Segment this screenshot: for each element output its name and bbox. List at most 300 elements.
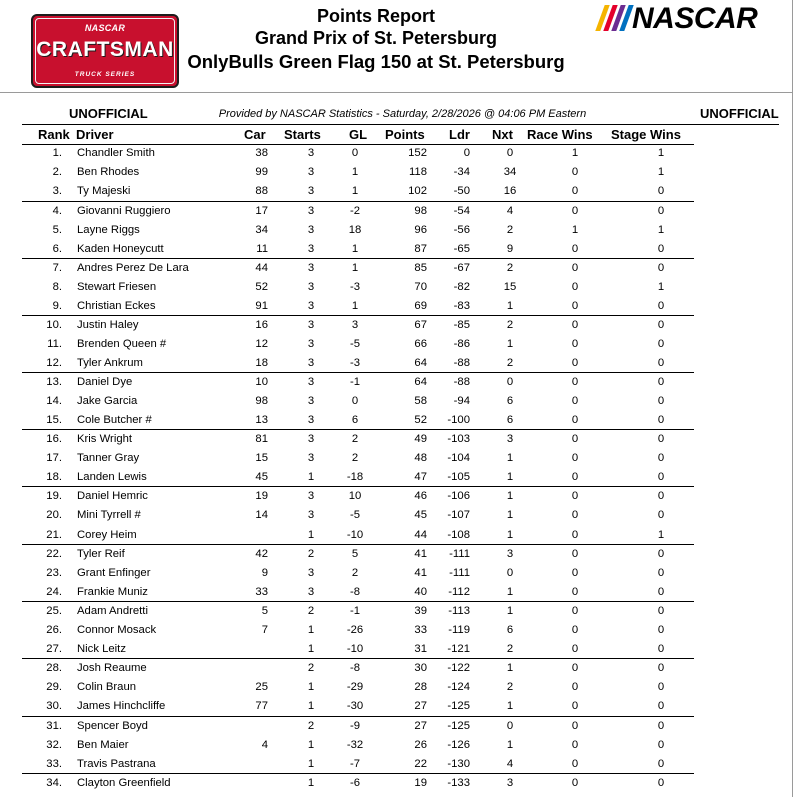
cell-starts: 3 bbox=[307, 262, 315, 274]
cell-stage-wins: 0 bbox=[657, 338, 665, 350]
cell-gl: 2 bbox=[351, 433, 359, 445]
cell-points: 102 bbox=[408, 185, 427, 197]
cell-points: 41 bbox=[414, 548, 427, 560]
cell-car: 15 bbox=[255, 452, 268, 464]
cell-rank: 31. bbox=[46, 720, 62, 732]
cell-driver: Layne Riggs bbox=[77, 224, 140, 236]
cell-stage-wins: 0 bbox=[657, 700, 665, 712]
cell-driver: Kris Wright bbox=[77, 433, 133, 445]
cell-stage-wins: 0 bbox=[657, 185, 665, 197]
cell-car: 98 bbox=[255, 395, 268, 407]
cell-driver: Jake Garcia bbox=[77, 395, 138, 407]
cell-gl: -1 bbox=[349, 605, 361, 617]
cell-points: 67 bbox=[414, 319, 427, 331]
cell-stage-wins: 0 bbox=[657, 243, 665, 255]
cell-rank: 10. bbox=[46, 319, 62, 331]
cell-points: 19 bbox=[414, 777, 427, 789]
table-row bbox=[0, 431, 792, 450]
cell-points: 28 bbox=[414, 681, 427, 693]
event-name: Grand Prix of St. Petersburg bbox=[254, 28, 498, 48]
cell-starts: 2 bbox=[307, 548, 315, 560]
table-row bbox=[0, 718, 792, 737]
cell-car: 25 bbox=[255, 681, 268, 693]
cell-points: 85 bbox=[414, 262, 427, 274]
table-row bbox=[0, 660, 792, 679]
cell-gl: 1 bbox=[351, 262, 359, 274]
cell-rank: 3. bbox=[52, 185, 62, 197]
cell-car: 4 bbox=[261, 739, 268, 751]
cell-rank: 16. bbox=[46, 433, 62, 445]
table-row bbox=[0, 336, 792, 355]
group-divider bbox=[22, 201, 694, 202]
cell-points: 39 bbox=[414, 605, 427, 617]
cell-stage-wins: 0 bbox=[657, 758, 665, 770]
cell-race-wins: 0 bbox=[571, 662, 579, 674]
cell-gl: -26 bbox=[346, 624, 364, 636]
cell-starts: 3 bbox=[307, 281, 315, 293]
col-header-ldr: Ldr bbox=[449, 127, 470, 142]
cell-starts: 3 bbox=[307, 586, 315, 598]
cell-car: 7 bbox=[261, 624, 268, 636]
table-row bbox=[0, 679, 792, 698]
cell-nxt: 0 bbox=[506, 567, 514, 579]
cell-nxt: 4 bbox=[506, 205, 514, 217]
cell-starts: 1 bbox=[307, 624, 315, 636]
cell-rank: 15. bbox=[46, 414, 62, 426]
group-divider bbox=[22, 258, 694, 259]
cell-race-wins: 1 bbox=[571, 224, 579, 236]
cell-points: 46 bbox=[414, 490, 427, 502]
cell-ldr: -67 bbox=[453, 262, 470, 274]
cell-ldr: -103 bbox=[447, 433, 470, 445]
cell-rank: 4. bbox=[52, 205, 62, 217]
cell-nxt: 0 bbox=[506, 720, 514, 732]
cell-nxt: 1 bbox=[506, 490, 514, 502]
cell-race-wins: 0 bbox=[571, 758, 579, 770]
cell-starts: 3 bbox=[307, 490, 315, 502]
cell-starts: 3 bbox=[307, 414, 315, 426]
group-divider bbox=[22, 601, 694, 602]
cell-stage-wins: 0 bbox=[657, 662, 665, 674]
cell-starts: 1 bbox=[307, 681, 315, 693]
cell-gl: -30 bbox=[346, 700, 364, 712]
cell-driver: Grant Enfinger bbox=[77, 567, 151, 579]
cell-stage-wins: 0 bbox=[657, 624, 665, 636]
cell-race-wins: 0 bbox=[571, 338, 579, 350]
page-edge bbox=[792, 0, 793, 797]
cell-driver: Josh Reaume bbox=[77, 662, 147, 674]
cell-ldr: -106 bbox=[447, 490, 470, 502]
cell-gl: 18 bbox=[348, 224, 362, 236]
cell-starts: 3 bbox=[307, 243, 315, 255]
group-divider bbox=[22, 315, 694, 316]
cell-stage-wins: 0 bbox=[657, 357, 665, 369]
report-title-block bbox=[186, 5, 566, 73]
table-top-rule bbox=[22, 124, 779, 125]
cell-gl: 6 bbox=[351, 414, 359, 426]
cell-points: 118 bbox=[408, 166, 427, 178]
cell-ldr: -126 bbox=[447, 739, 470, 751]
cell-points: 64 bbox=[414, 376, 427, 388]
cell-starts: 2 bbox=[307, 662, 315, 674]
cell-race-wins: 0 bbox=[571, 739, 579, 751]
cell-rank: 34. bbox=[46, 777, 62, 789]
cell-stage-wins: 0 bbox=[657, 777, 665, 789]
cell-race-wins: 0 bbox=[571, 357, 579, 369]
cell-ldr: -94 bbox=[453, 395, 470, 407]
cell-gl: -8 bbox=[349, 662, 361, 674]
cell-driver: Colin Braun bbox=[77, 681, 137, 693]
cell-stage-wins: 0 bbox=[657, 205, 665, 217]
table-row bbox=[0, 698, 792, 717]
cell-starts: 1 bbox=[307, 700, 315, 712]
cell-starts: 1 bbox=[307, 643, 315, 655]
cell-driver: Brenden Queen # bbox=[77, 338, 167, 350]
cell-driver: Justin Haley bbox=[77, 319, 139, 331]
cell-rank: 13. bbox=[46, 376, 62, 388]
cell-stage-wins: 0 bbox=[657, 471, 665, 483]
table-row bbox=[0, 603, 792, 622]
cell-race-wins: 0 bbox=[571, 490, 579, 502]
cell-points: 40 bbox=[414, 586, 427, 598]
cell-ldr: -130 bbox=[447, 758, 470, 770]
table-row bbox=[0, 507, 792, 526]
group-divider bbox=[22, 658, 694, 659]
cell-points: 87 bbox=[414, 243, 427, 255]
cell-car: 44 bbox=[255, 262, 268, 274]
cell-starts: 3 bbox=[307, 357, 315, 369]
cell-race-wins: 0 bbox=[571, 414, 579, 426]
cell-ldr: -113 bbox=[448, 605, 470, 617]
table-row bbox=[0, 622, 792, 641]
cell-gl: -29 bbox=[346, 681, 364, 693]
race-name: OnlyBulls Green Flag 150 at St. Petersburg bbox=[187, 51, 565, 72]
cell-rank: 29. bbox=[46, 681, 62, 693]
cell-nxt: 0 bbox=[506, 376, 514, 388]
unofficial-label-left: UNOFFICIAL bbox=[69, 106, 148, 121]
cell-stage-wins: 1 bbox=[657, 281, 665, 293]
cell-starts: 3 bbox=[307, 433, 315, 445]
cell-points: 152 bbox=[408, 147, 427, 159]
cell-gl: -10 bbox=[346, 643, 364, 655]
cell-starts: 3 bbox=[307, 224, 315, 236]
cell-nxt: 34 bbox=[503, 166, 517, 178]
cell-race-wins: 0 bbox=[571, 567, 579, 579]
cell-stage-wins: 1 bbox=[657, 147, 665, 159]
cell-stage-wins: 0 bbox=[657, 490, 665, 502]
cell-ldr: -108 bbox=[447, 529, 470, 541]
cell-race-wins: 0 bbox=[571, 433, 579, 445]
cell-car: 19 bbox=[255, 490, 268, 502]
cell-driver: Christian Eckes bbox=[77, 300, 156, 312]
cell-car: 34 bbox=[255, 224, 268, 236]
table-row bbox=[0, 737, 792, 756]
cell-points: 48 bbox=[414, 452, 427, 464]
cell-gl: -10 bbox=[346, 529, 364, 541]
cell-rank: 24. bbox=[46, 586, 62, 598]
cell-starts: 1 bbox=[307, 471, 315, 483]
cell-ldr: -83 bbox=[453, 300, 470, 312]
unofficial-label-right: UNOFFICIAL bbox=[700, 106, 779, 121]
cell-race-wins: 0 bbox=[571, 319, 579, 331]
cell-rank: 19. bbox=[46, 490, 62, 502]
cell-nxt: 3 bbox=[506, 777, 514, 789]
cell-car: 33 bbox=[255, 586, 268, 598]
cell-driver: Daniel Dye bbox=[77, 376, 133, 388]
cell-points: 66 bbox=[414, 338, 427, 350]
cell-stage-wins: 0 bbox=[657, 605, 665, 617]
cell-car: 9 bbox=[261, 567, 268, 579]
cell-race-wins: 0 bbox=[571, 643, 579, 655]
cell-gl: 10 bbox=[348, 490, 362, 502]
table-row bbox=[0, 183, 792, 202]
cell-race-wins: 0 bbox=[571, 720, 579, 732]
cell-gl: 1 bbox=[351, 300, 359, 312]
cell-car: 77 bbox=[255, 700, 268, 712]
cell-gl: -3 bbox=[349, 281, 361, 293]
cell-stage-wins: 0 bbox=[657, 720, 665, 732]
cell-car: 18 bbox=[255, 357, 268, 369]
cell-gl: 1 bbox=[351, 185, 359, 197]
cell-nxt: 2 bbox=[506, 224, 514, 236]
cell-car: 99 bbox=[255, 166, 268, 178]
cell-nxt: 2 bbox=[506, 319, 514, 331]
cell-car: 14 bbox=[255, 509, 268, 521]
cell-gl: -5 bbox=[349, 509, 361, 521]
cell-nxt: 2 bbox=[506, 357, 514, 369]
col-header-car: Car bbox=[244, 127, 266, 142]
cell-nxt: 16 bbox=[503, 185, 517, 197]
cell-nxt: 1 bbox=[506, 700, 514, 712]
cell-starts: 3 bbox=[307, 300, 315, 312]
cell-rank: 27. bbox=[46, 643, 62, 655]
cell-ldr: -56 bbox=[453, 224, 470, 236]
cell-rank: 26. bbox=[46, 624, 62, 636]
table-row bbox=[0, 546, 792, 565]
cell-gl: -1 bbox=[349, 376, 361, 388]
cell-ldr: -111 bbox=[449, 548, 470, 560]
group-divider bbox=[22, 773, 694, 774]
cell-starts: 2 bbox=[307, 605, 315, 617]
cell-rank: 8. bbox=[52, 281, 62, 293]
cell-driver: Frankie Muniz bbox=[77, 586, 148, 598]
cell-starts: 3 bbox=[307, 319, 315, 331]
cell-gl: 2 bbox=[351, 567, 359, 579]
cell-stage-wins: 0 bbox=[657, 509, 665, 521]
cell-ldr: -125 bbox=[447, 700, 470, 712]
cell-driver: Ben Maier bbox=[77, 739, 129, 751]
table-row bbox=[0, 488, 792, 507]
cell-driver: Chandler Smith bbox=[77, 147, 155, 159]
cell-starts: 3 bbox=[307, 395, 315, 407]
cell-ldr: -88 bbox=[453, 376, 470, 388]
cell-driver: Tanner Gray bbox=[77, 452, 140, 464]
cell-gl: -5 bbox=[349, 338, 361, 350]
cell-ldr: -121 bbox=[447, 643, 470, 655]
cell-rank: 6. bbox=[52, 243, 62, 255]
cell-gl: 3 bbox=[351, 319, 359, 331]
cell-ldr: -88 bbox=[453, 357, 470, 369]
table-row bbox=[0, 374, 792, 393]
cell-car: 5 bbox=[261, 605, 268, 617]
cell-stage-wins: 1 bbox=[657, 224, 665, 236]
cell-driver: Adam Andretti bbox=[77, 605, 148, 617]
report-title: Points Report bbox=[316, 6, 435, 26]
cell-race-wins: 0 bbox=[571, 681, 579, 693]
cell-car: 81 bbox=[255, 433, 268, 445]
table-row bbox=[0, 775, 792, 794]
cell-driver: Mini Tyrrell # bbox=[77, 509, 141, 521]
col-header-nxt: Nxt bbox=[492, 127, 513, 142]
cell-rank: 18. bbox=[46, 471, 62, 483]
cell-gl: 0 bbox=[351, 147, 359, 159]
cell-gl: 2 bbox=[351, 452, 359, 464]
cell-points: 27 bbox=[414, 720, 427, 732]
cell-points: 31 bbox=[414, 643, 427, 655]
cell-stage-wins: 0 bbox=[657, 262, 665, 274]
cell-points: 33 bbox=[414, 624, 427, 636]
cell-starts: 3 bbox=[307, 452, 315, 464]
cell-points: 30 bbox=[414, 662, 427, 674]
cell-car: 42 bbox=[255, 548, 268, 560]
cell-rank: 1. bbox=[52, 147, 62, 159]
cell-gl: -18 bbox=[346, 471, 364, 483]
group-divider bbox=[22, 372, 694, 373]
cell-car: 38 bbox=[255, 147, 268, 159]
cell-ldr: -104 bbox=[447, 452, 470, 464]
cell-points: 27 bbox=[414, 700, 427, 712]
cell-stage-wins: 0 bbox=[657, 300, 665, 312]
table-row bbox=[0, 565, 792, 584]
cell-race-wins: 0 bbox=[571, 700, 579, 712]
cell-stage-wins: 0 bbox=[657, 319, 665, 331]
cell-rank: 23. bbox=[46, 567, 62, 579]
cell-car: 17 bbox=[255, 205, 268, 217]
cell-gl: -7 bbox=[349, 758, 361, 770]
cell-driver: Landen Lewis bbox=[77, 471, 147, 483]
cell-nxt: 4 bbox=[506, 758, 514, 770]
cell-stage-wins: 0 bbox=[657, 548, 665, 560]
cell-starts: 3 bbox=[307, 376, 315, 388]
provided-by-text: Provided by NASCAR Statistics - Saturday, 2/28/2026 @ 04:06 PM Eastern bbox=[218, 108, 587, 120]
cell-nxt: 0 bbox=[506, 147, 514, 159]
cell-race-wins: 0 bbox=[571, 185, 579, 197]
cell-starts: 3 bbox=[307, 338, 315, 350]
cell-ldr: -50 bbox=[453, 185, 470, 197]
cell-rank: 5. bbox=[52, 224, 62, 236]
table-row bbox=[0, 203, 792, 222]
cell-driver: Tyler Reif bbox=[77, 548, 125, 560]
cell-rank: 20. bbox=[46, 509, 62, 521]
table-row bbox=[0, 317, 792, 336]
cell-ldr: -82 bbox=[453, 281, 470, 293]
cell-driver: Stewart Friesen bbox=[77, 281, 157, 293]
cell-driver: Connor Mosack bbox=[77, 624, 157, 636]
cell-ldr: -86 bbox=[453, 338, 470, 350]
cell-starts: 2 bbox=[307, 720, 315, 732]
cell-race-wins: 0 bbox=[571, 281, 579, 293]
cell-rank: 7. bbox=[52, 262, 62, 274]
cell-stage-wins: 0 bbox=[657, 739, 665, 751]
cell-nxt: 15 bbox=[503, 281, 517, 293]
cell-points: 45 bbox=[414, 509, 427, 521]
cell-car: 12 bbox=[255, 338, 268, 350]
cell-stage-wins: 0 bbox=[657, 681, 665, 693]
logo-craftsman-text: CRAFTSMAN bbox=[36, 38, 174, 61]
table-row bbox=[0, 145, 792, 164]
cell-nxt: 1 bbox=[506, 338, 514, 350]
table-row bbox=[0, 222, 792, 241]
cell-car: 11 bbox=[256, 243, 268, 255]
cell-points: 26 bbox=[414, 739, 427, 751]
cell-gl: -6 bbox=[349, 777, 361, 789]
cell-nxt: 6 bbox=[506, 395, 514, 407]
cell-nxt: 1 bbox=[506, 605, 514, 617]
cell-race-wins: 0 bbox=[571, 395, 579, 407]
cell-nxt: 6 bbox=[506, 624, 514, 636]
col-header-starts: Starts bbox=[284, 127, 321, 142]
cell-nxt: 1 bbox=[506, 300, 514, 312]
cell-race-wins: 0 bbox=[571, 262, 579, 274]
cell-nxt: 2 bbox=[506, 681, 514, 693]
cell-driver: Travis Pastrana bbox=[77, 758, 156, 770]
craftsman-truck-series-logo bbox=[31, 14, 179, 88]
cell-race-wins: 0 bbox=[571, 605, 579, 617]
group-divider bbox=[22, 544, 694, 545]
cell-rank: 14. bbox=[46, 395, 62, 407]
cell-nxt: 1 bbox=[506, 529, 514, 541]
cell-stage-wins: 0 bbox=[657, 567, 665, 579]
cell-ldr: -122 bbox=[447, 662, 470, 674]
cell-race-wins: 0 bbox=[571, 509, 579, 521]
cell-car: 45 bbox=[255, 471, 268, 483]
cell-starts: 3 bbox=[307, 567, 315, 579]
cell-nxt: 2 bbox=[506, 262, 514, 274]
cell-rank: 12. bbox=[46, 357, 62, 369]
cell-starts: 3 bbox=[307, 166, 315, 178]
cell-nxt: 1 bbox=[506, 471, 514, 483]
cell-driver: Giovanni Ruggiero bbox=[77, 205, 171, 217]
cell-gl: 1 bbox=[351, 243, 359, 255]
cell-points: 47 bbox=[414, 471, 427, 483]
col-header-stage-wins: Stage Wins bbox=[611, 127, 681, 142]
col-header-race-wins: Race Wins bbox=[527, 127, 593, 142]
cell-ldr: -112 bbox=[448, 586, 470, 598]
cell-points: 96 bbox=[414, 224, 427, 236]
cell-starts: 3 bbox=[307, 509, 315, 521]
table-row bbox=[0, 393, 792, 412]
cell-race-wins: 0 bbox=[571, 452, 579, 464]
cell-points: 64 bbox=[414, 357, 427, 369]
cell-stage-wins: 0 bbox=[657, 414, 665, 426]
cell-rank: 17. bbox=[46, 452, 62, 464]
cell-stage-wins: 1 bbox=[657, 166, 665, 178]
cell-stage-wins: 0 bbox=[657, 433, 665, 445]
cell-ldr: -124 bbox=[447, 681, 470, 693]
table-row bbox=[0, 260, 792, 279]
cell-ldr: -107 bbox=[447, 509, 470, 521]
logo-nascar-text: NASCAR bbox=[84, 23, 126, 33]
nascar-wordmark: NASCAR bbox=[632, 2, 758, 35]
cell-gl: -2 bbox=[349, 205, 361, 217]
cell-driver: Nick Leitz bbox=[77, 643, 126, 655]
cell-race-wins: 0 bbox=[571, 243, 579, 255]
cell-driver: Daniel Hemric bbox=[77, 490, 148, 502]
cell-rank: 9. bbox=[52, 300, 62, 312]
cell-car: 16 bbox=[255, 319, 268, 331]
cell-nxt: 3 bbox=[506, 548, 514, 560]
cell-driver: Kaden Honeycutt bbox=[77, 243, 164, 255]
